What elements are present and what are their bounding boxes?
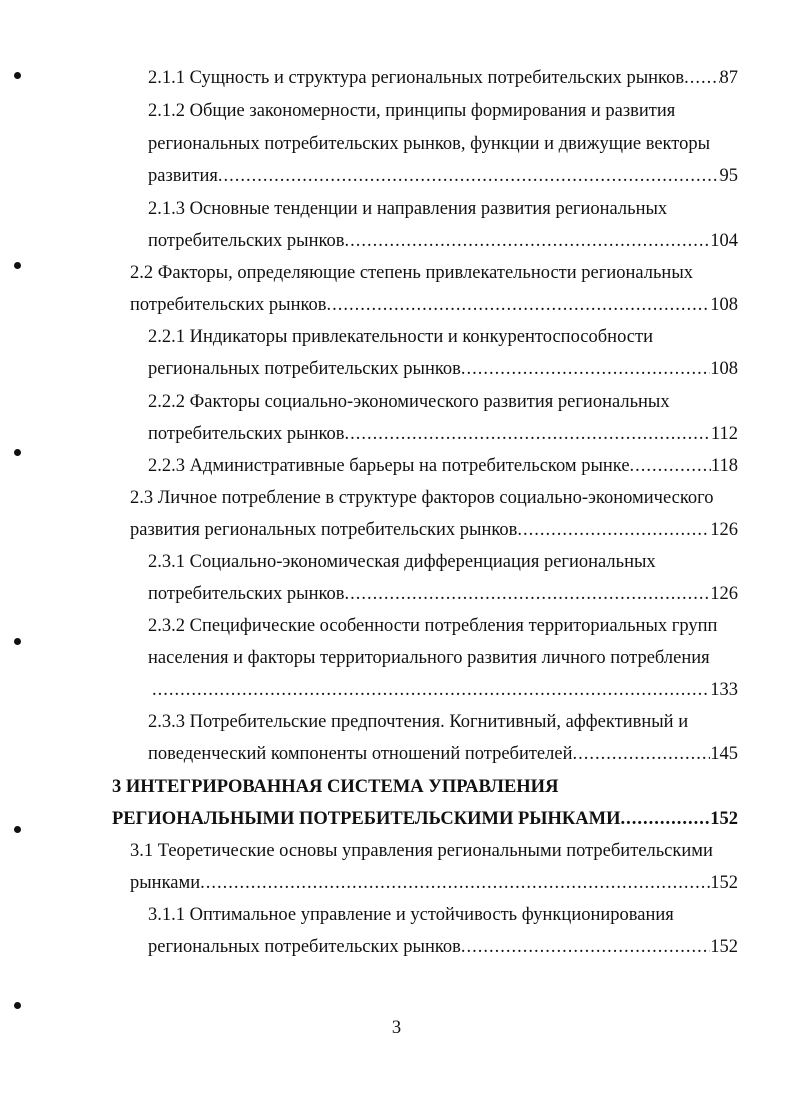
- toc-entry-2-1-2-end[interactable]: развития ..... 95: [148, 164, 738, 188]
- binding-hole: [14, 1002, 21, 1009]
- toc-entry-2-1-2[interactable]: 2.1.2 Общие закономерности, принципы формирования и развития: [148, 101, 676, 121]
- toc-entry-2-2-2[interactable]: 2.2.2 Факторы социально-экономического развития региональных: [148, 392, 670, 412]
- toc-entry-2-1-3[interactable]: 2.1.3 Основные тенденции и направления развития региональных: [148, 199, 668, 219]
- binding-hole: [14, 449, 21, 456]
- toc-entry-2-3-2-end[interactable]: ..... 133: [152, 678, 738, 702]
- toc-entry-2-3-1-end[interactable]: потребительских рынков ..... 126: [148, 582, 738, 606]
- binding-hole: [14, 72, 21, 79]
- toc-entry-3-1-1[interactable]: 3.1.1 Оптимальное управление и устойчивость функционирования: [148, 905, 674, 925]
- toc-entry-3-1-1-end[interactable]: региональных потребительских рынков ..... 152: [148, 935, 738, 959]
- toc-entry-2-3-2-cont[interactable]: населения и факторы территориального развития личного потребления: [148, 648, 710, 668]
- toc-entry-2-2-3[interactable]: 2.2.3 Административные барьеры на потребительском рынке ..... 118: [148, 454, 738, 478]
- toc-entry-2-3-1[interactable]: 2.3.1 Социально-экономическая дифференциация региональных: [148, 552, 656, 572]
- toc-chapter-3-end[interactable]: РЕГИОНАЛЬНЫМИ ПОТРЕБИТЕЛЬСКИМИ РЫНКАМИ ..... 152: [112, 807, 738, 831]
- toc-entry-3-1[interactable]: 3.1 Теоретические основы управления региональными потребительскими: [130, 841, 713, 861]
- toc-entry-2-1-1[interactable]: 2.1.1 Сущность и структура региональных потребительских рынков ..... 87: [148, 66, 738, 90]
- toc-entry-2-2-1-end[interactable]: региональных потребительских рынков ..... 108: [148, 357, 738, 381]
- toc-entry-2-1-2-cont[interactable]: региональных потребительских рынков, функции и движущие векторы: [148, 134, 711, 154]
- toc-entry-2-2-1[interactable]: 2.2.1 Индикаторы привлекательности и конкурентоспособности: [148, 327, 653, 347]
- toc-entry-2-1-3-end[interactable]: потребительских рынков ..... 104: [148, 229, 738, 253]
- toc-entry-2-3-2[interactable]: 2.3.2 Специфические особенности потребления территориальных групп: [148, 616, 718, 636]
- toc-entry-2-3-3-end[interactable]: поведенческий компоненты отношений потребителей ..... 145: [148, 742, 738, 766]
- binding-hole: [14, 826, 21, 833]
- toc-entry-2-2[interactable]: 2.2 Факторы, определяющие степень привлекательности региональных: [130, 263, 694, 283]
- toc-entry-3-1-end[interactable]: рынками ..... 152: [130, 871, 738, 895]
- toc-entry-2-3-3[interactable]: 2.3.3 Потребительские предпочтения. Когнитивный, аффективный и: [148, 712, 689, 732]
- toc-entry-2-2-2-end[interactable]: потребительских рынков ..... 112: [148, 422, 738, 446]
- binding-hole: [14, 262, 21, 269]
- binding-hole: [14, 638, 21, 645]
- toc-chapter-3[interactable]: 3 ИНТЕГРИРОВАННАЯ СИСТЕМА УПРАВЛЕНИЯ: [112, 777, 559, 797]
- toc-entry-2-3-end[interactable]: развития региональных потребительских рынков ..... 126: [130, 518, 738, 542]
- toc-entry-2-3[interactable]: 2.3 Личное потребление в структуре факторов социально-экономического: [130, 488, 714, 508]
- toc-entry-2-2-end[interactable]: потребительских рынков ..... 108: [130, 293, 738, 317]
- page-number: 3: [391, 1018, 402, 1038]
